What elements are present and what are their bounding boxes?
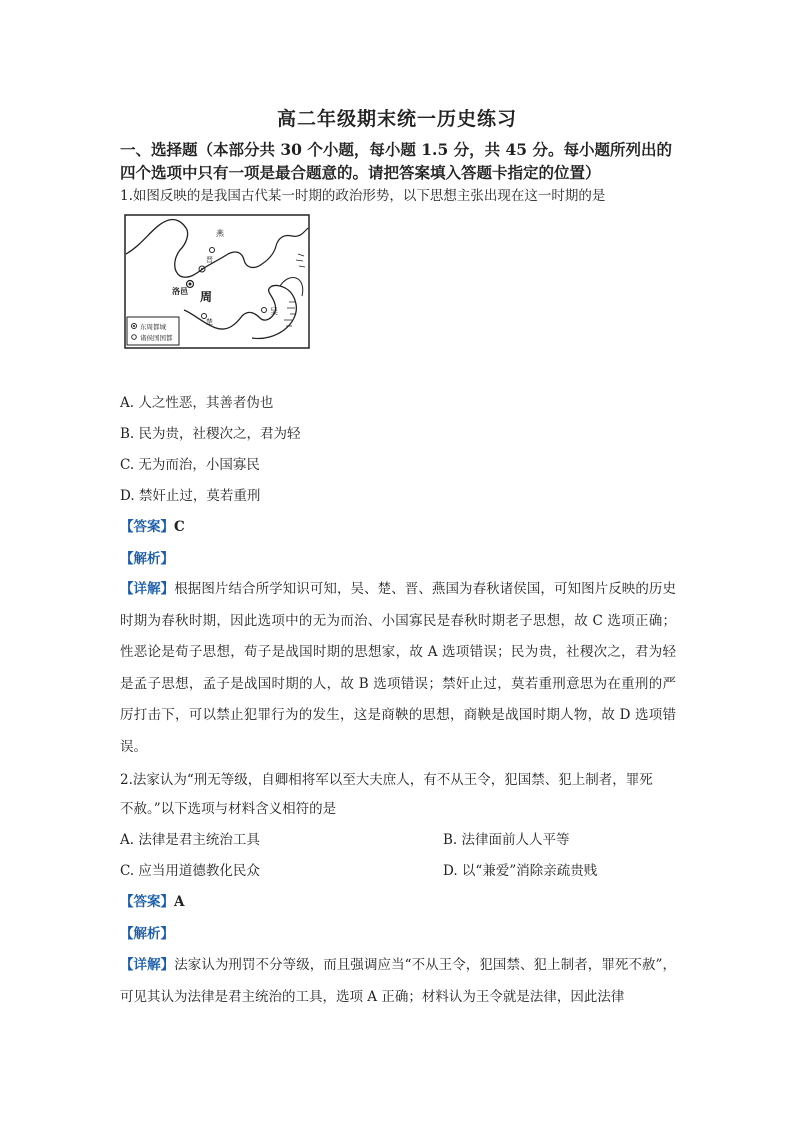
- q2-detail-paragraph: [120, 950, 676, 1013]
- question-1-stem: 1.如图反映的是我国古代某一时期的政治形势，以下思想主张出现在这一时期的是: [120, 188, 606, 204]
- q2-option-c: C. 应当用道德教化民众: [120, 863, 260, 879]
- question-2-stem-line2: 不赦。”以下选项与材料含义相符的是: [120, 801, 337, 817]
- map-label-wu: 吴: [270, 307, 278, 316]
- page-title: 高二年级期末统一历史练习: [276, 108, 517, 130]
- q1-option-c: C. 无为而治，小国寡民: [120, 457, 260, 473]
- q2-option-b: B. 法律面前人人平等: [443, 832, 570, 848]
- q2-answer-value: A: [174, 894, 185, 910]
- map-legend-capital: 东周都城: [140, 323, 166, 331]
- section-heading-line1: 一、选择题（本部分共 30 个小题，每小题 1.5 分，共 45 分。每小题所列出的: [120, 140, 672, 159]
- q1-answer-tag: 【答案】: [120, 519, 174, 535]
- q2-analysis-tag: 【解析】: [120, 926, 174, 942]
- question-2-stem-line1: 2.法家认为“刑无等级，自卿相将军以至大夫庶人，有不从王令，犯国禁、犯上制者，罪死: [120, 772, 653, 788]
- map-label-jin: 晋: [206, 256, 213, 264]
- map-figure: [124, 214, 310, 349]
- q2-analysis-row: [120, 924, 174, 944]
- q1-answer-row: [120, 517, 185, 537]
- q1-answer-value: C: [174, 519, 185, 535]
- q1-detail-text: 根据图片结合所学知识可知，吴、楚、晋、燕国为春秋诸侯国，可知图片反映的历史时期为春秋时期，因此选项中的无为而治、小国寡民是春秋时期老子思想，故 C 选项正确；性恶论是荀子思想，荀子是战国时期的思想家，故 A 选项错误；民为贵，社稷次之，君为轻是孟子思想，孟子是战国时期的人，故 B 选项错误；禁奸止过，莫若重刑意思为在重刑的严厉打击下，可以禁止犯罪行为的发生，这是商鞅的思想，商鞅是战国时期人物，故 D 选项错误。: [120, 581, 676, 755]
- q2-detail-text: 法家认为刑罚不分等级，而且强调应当“不从王令，犯国禁、犯上制者，罪死不赦”，可见其认为法律是君主统治的工具，选项 A 正确；材料认为王令就是法律，因此法律: [120, 957, 676, 1005]
- map-label-luoyi: 洛邑: [172, 287, 188, 296]
- map-label-chu: 楚: [206, 318, 213, 326]
- q2-answer-tag: 【答案】: [120, 894, 174, 910]
- q1-detail-tag: 【详解】: [120, 581, 175, 597]
- section-heading-line2: 四个选项中只有一项是最合题意的。请把答案填入答题卡指定的位置）: [120, 163, 601, 182]
- q2-detail-tag: 【详解】: [120, 957, 175, 973]
- q1-option-d: D. 禁奸止过，莫若重刑: [120, 488, 261, 504]
- q2-option-d: D. 以“兼爱”消除亲疏贵贱: [443, 863, 598, 879]
- q1-detail-paragraph: [120, 574, 676, 763]
- q1-option-b: B. 民为贵，社稷次之，君为轻: [120, 426, 301, 442]
- q1-option-a: A. 人之性恶，其善者伪也: [120, 395, 274, 411]
- q2-answer-row: [120, 892, 184, 912]
- map-label-yan: 燕: [216, 229, 224, 238]
- q2-option-a: A. 法律是君主统治工具: [120, 832, 260, 848]
- map-legend-state-capital: 诸侯国国都: [140, 334, 173, 342]
- q1-analysis-row: [120, 549, 174, 569]
- map-label-zhou: 周: [200, 290, 213, 304]
- q1-analysis-tag: 【解析】: [120, 551, 174, 567]
